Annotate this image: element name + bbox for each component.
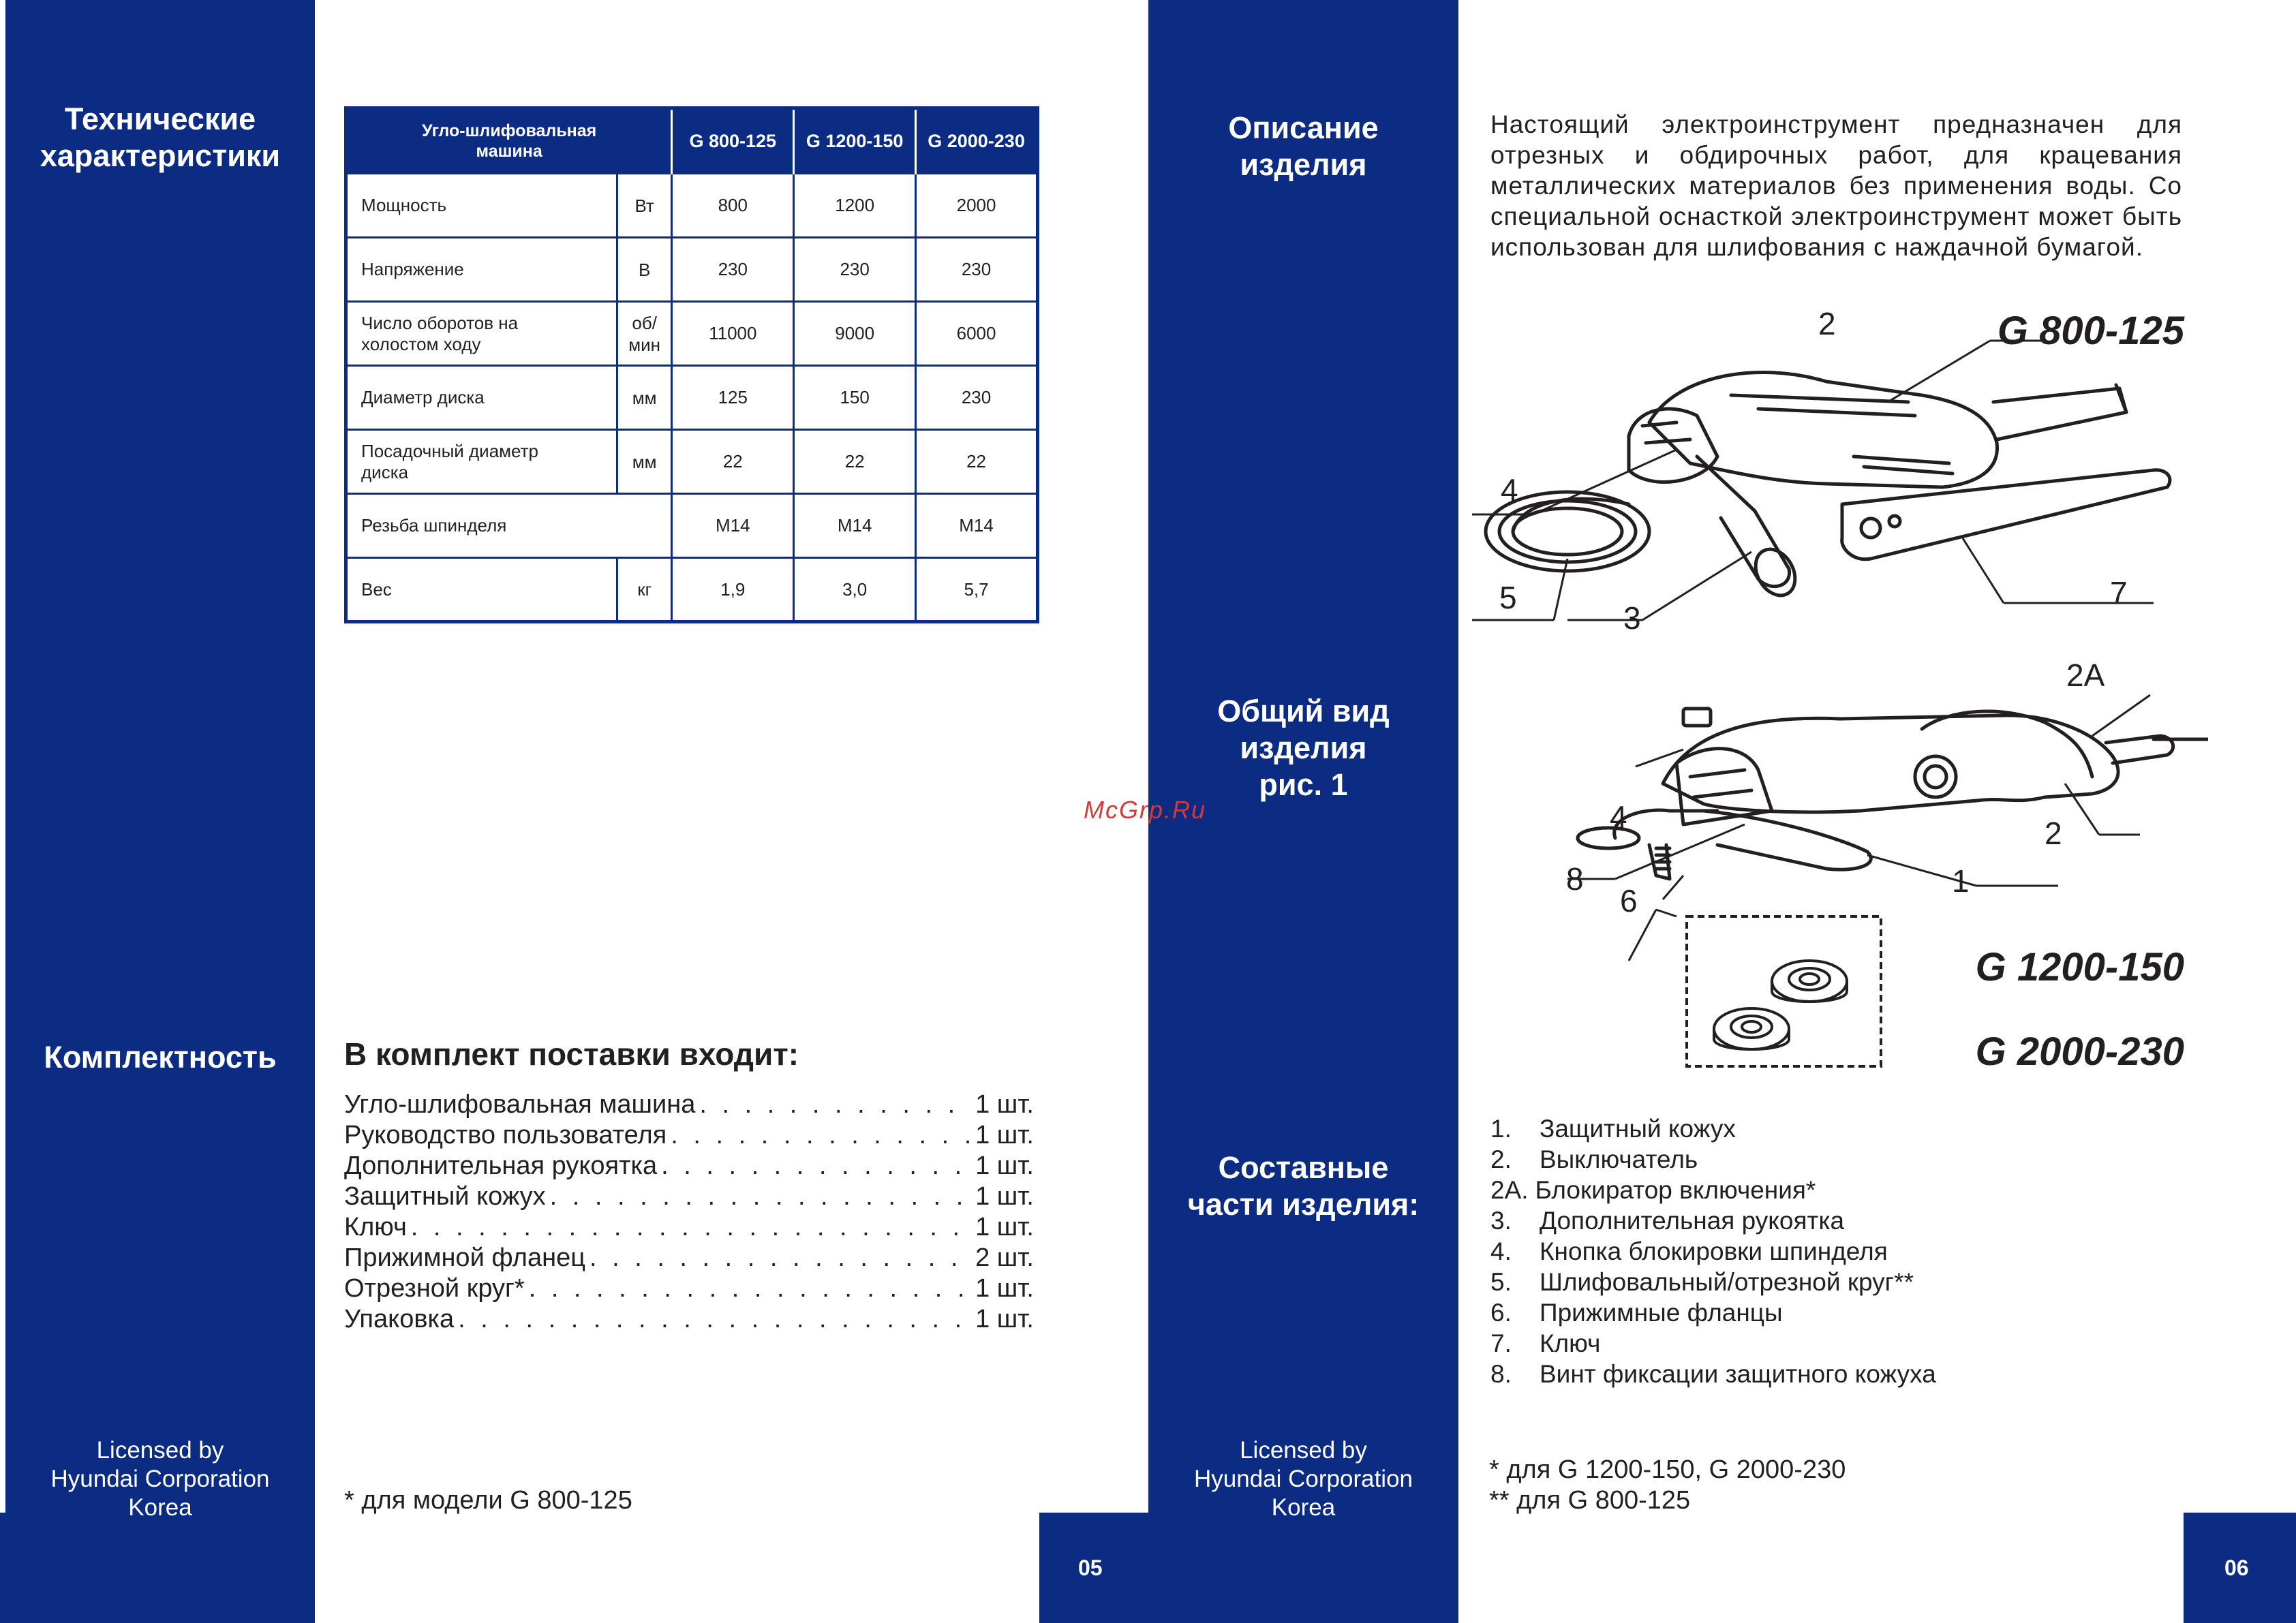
- kit-dot-leader: [529, 1274, 971, 1303]
- spec-value: 22: [916, 430, 1038, 494]
- kit-item-name: Защитный кожух: [344, 1182, 546, 1211]
- model-label-top: G 800-125: [1997, 309, 2184, 353]
- licensed-line3: Korea: [1271, 1494, 1336, 1521]
- spec-param-line1: Вес: [361, 578, 392, 600]
- kit-item-name: Ключ: [344, 1213, 407, 1241]
- parts-item-name: Прижимные фланцы: [1540, 1299, 1783, 1327]
- spec-param-line1: Резьба шпинделя: [361, 515, 507, 536]
- kit-item-name: Отрезной круг*: [344, 1274, 525, 1303]
- parts-title-line2: части изделия:: [1187, 1187, 1420, 1222]
- spec-header-model: G 1200-150: [794, 108, 916, 174]
- parts-item: [1490, 1176, 1936, 1207]
- parts-item: [1490, 1207, 1936, 1237]
- kit-item-qty: 1 шт.: [975, 1182, 1034, 1211]
- callout-2a: 2A: [2066, 658, 2105, 693]
- parts-item: [1490, 1115, 1936, 1145]
- spec-row: [346, 494, 1038, 558]
- left-sidebar-corner: [0, 0, 5, 1513]
- spec-param-line2: холостом ходу: [361, 333, 481, 354]
- model-label-mid: G 1200-150: [1975, 945, 2184, 989]
- spec-header-name-line2: машина: [476, 142, 542, 161]
- parts-item-num: 2A.: [1490, 1176, 1529, 1204]
- parts-item: [1490, 1237, 1936, 1268]
- kit-item-qty: 1 шт.: [975, 1274, 1034, 1303]
- spec-value: 11000: [672, 302, 794, 366]
- parts-item-name: Кнопка блокировки шпинделя: [1540, 1237, 1888, 1265]
- kit-item: [344, 1151, 1034, 1182]
- parts-item-name: Блокиратор включения*: [1535, 1176, 1816, 1204]
- spec-value: 2000: [916, 174, 1038, 238]
- callout-7-top: 7: [2110, 575, 2128, 610]
- parts-item: [1490, 1329, 1936, 1360]
- spec-unit-line1: об/: [632, 312, 657, 333]
- spec-row: [346, 430, 1038, 494]
- callout-2-bottom: 2: [2045, 816, 2062, 851]
- description-title-line2: изделия: [1240, 147, 1367, 182]
- parts-list: [1490, 1115, 1936, 1391]
- kit-item: [344, 1182, 1034, 1213]
- kit-item-qty: 2 шт.: [975, 1243, 1034, 1272]
- kit-list: [344, 1090, 1034, 1335]
- spec-header-model: G 800-125: [672, 108, 794, 174]
- spec-value: M14: [672, 494, 794, 558]
- parts-item-name: Шлифовальный/отрезной круг**: [1540, 1268, 1914, 1296]
- kit-item: [344, 1243, 1034, 1274]
- licensed-line2: Hyundai Corporation: [1193, 1466, 1413, 1492]
- kit-item: [344, 1274, 1034, 1305]
- spec-value: 230: [794, 238, 916, 302]
- spec-header-model: G 2000-230: [916, 108, 1038, 174]
- kit-footnote: * для модели G 800-125: [344, 1486, 632, 1515]
- kit-item-qty: 1 шт.: [975, 1121, 1034, 1149]
- parts-item-name: Выключатель: [1540, 1145, 1698, 1173]
- product-description: Настоящий электроинструмент предназначен для отрезных и обдирочных работ, для крацевания металлических материалов без применения воды. Со специальной оснасткой электроинструмент может быть использован для шлифования с наждачной бумагой.: [1490, 110, 2182, 261]
- parts-item: [1490, 1145, 1936, 1176]
- spec-param: [346, 430, 617, 494]
- spec-param: [346, 238, 617, 302]
- spec-value: 230: [916, 366, 1038, 430]
- callout-4-bottom: 4: [1610, 799, 1627, 835]
- parts-item: [1490, 1360, 1936, 1391]
- spec-param: [346, 366, 617, 430]
- grinder-small-drawing: [1472, 300, 2194, 640]
- parts-item-name: Ключ: [1540, 1329, 1601, 1357]
- spec-row: [346, 302, 1038, 366]
- callout-6: 6: [1620, 883, 1638, 918]
- parts-item-num: 3.: [1490, 1207, 1512, 1235]
- spec-unit: мм: [617, 366, 671, 430]
- kit-dot-leader: [699, 1090, 971, 1119]
- model-label-bottom: G 2000-230: [1975, 1030, 2184, 1074]
- licensed-line2: Hyundai Corporation: [50, 1466, 270, 1492]
- kit-item-qty: 1 шт.: [975, 1305, 1034, 1333]
- spec-unit: В: [617, 238, 671, 302]
- parts-item-name: Дополнительная рукоятка: [1540, 1207, 1845, 1235]
- spec-value: 9000: [794, 302, 916, 366]
- callout-1: 1: [1952, 863, 1970, 899]
- spec-unit: мм: [617, 430, 671, 494]
- spec-value: 125: [672, 366, 794, 430]
- callout-4-top: 4: [1501, 472, 1518, 508]
- parts-item-num: 2.: [1490, 1145, 1512, 1173]
- tech-title-line1: Технические: [64, 102, 256, 136]
- kit-title: Комплектность: [44, 1040, 277, 1075]
- spec-value: 6000: [916, 302, 1038, 366]
- spec-unit: кг: [617, 558, 671, 622]
- general-view-line1: Общий вид: [1217, 694, 1390, 728]
- right-page-corner: [2289, 0, 2296, 1513]
- kit-item: [344, 1213, 1034, 1243]
- parts-item: [1490, 1299, 1936, 1329]
- spec-param: [346, 494, 672, 558]
- spec-header-row: [346, 108, 1038, 174]
- kit-item-qty: 1 шт.: [975, 1151, 1034, 1180]
- spec-value: 3,0: [794, 558, 916, 622]
- spec-value: 230: [672, 238, 794, 302]
- parts-item-num: 8.: [1490, 1360, 1512, 1388]
- kit-item-qty: 1 шт.: [975, 1090, 1034, 1119]
- tech-title-line2: характеристики: [40, 138, 281, 173]
- spec-param-line1: Диаметр диска: [361, 387, 485, 407]
- spec-value: 150: [794, 366, 916, 430]
- spec-value: 800: [672, 174, 794, 238]
- parts-title-line1: Составные: [1218, 1150, 1389, 1185]
- spec-unit: [617, 302, 671, 366]
- parts-item-num: 1.: [1490, 1115, 1512, 1143]
- spec-row: [346, 366, 1038, 430]
- spec-table: [344, 106, 1039, 623]
- callout-5-top: 5: [1499, 580, 1517, 615]
- spec-row: [346, 558, 1038, 622]
- spec-unit: Вт: [617, 174, 671, 238]
- spec-row: [346, 238, 1038, 302]
- spec-row: [346, 174, 1038, 238]
- parts-item-num: 6.: [1490, 1299, 1512, 1327]
- spec-value: 5,7: [916, 558, 1038, 622]
- kit-item-name: Руководство пользователя: [344, 1121, 667, 1149]
- spec-value: 230: [916, 238, 1038, 302]
- spec-param: [346, 558, 617, 622]
- spec-value: 1200: [794, 174, 916, 238]
- parts-item-num: 5.: [1490, 1268, 1512, 1296]
- licensed-right: [1152, 1436, 1455, 1522]
- licensed-line1: Licensed by: [1240, 1437, 1367, 1464]
- general-view-line3: рис. 1: [1259, 767, 1348, 802]
- kit-dot-leader: [661, 1151, 971, 1181]
- spec-value: M14: [916, 494, 1038, 558]
- kit-dot-leader: [458, 1305, 971, 1334]
- parts-item-name: Защитный кожух: [1540, 1115, 1736, 1143]
- kit-item: [344, 1305, 1034, 1335]
- parts-item: [1490, 1268, 1936, 1299]
- kit-dot-leader: [590, 1243, 971, 1273]
- parts-footnote-1: * для G 1200-150, G 2000-230: [1489, 1455, 1846, 1484]
- spec-value: 1,9: [672, 558, 794, 622]
- spec-value: M14: [794, 494, 916, 558]
- spec-value: 22: [794, 430, 916, 494]
- kit-item-name: Прижимной фланец: [344, 1243, 585, 1272]
- licensed-line3: Korea: [128, 1494, 192, 1521]
- parts-item-name: Винт фиксации защитного кожуха: [1540, 1360, 1936, 1388]
- callout-8: 8: [1566, 861, 1584, 897]
- left-sidebar-band: [0, 0, 315, 1623]
- spec-param-line1: Мощность: [361, 195, 447, 215]
- page-number-left: 05: [1078, 1556, 1103, 1580]
- kit-item-qty: 1 шт.: [975, 1213, 1034, 1241]
- parts-title: [1152, 1149, 1455, 1223]
- spec-param: [346, 302, 617, 366]
- licensed-line1: Licensed by: [96, 1437, 224, 1464]
- parts-item-num: 7.: [1490, 1329, 1512, 1357]
- description-title: [1152, 110, 1455, 183]
- callout-3-top: 3: [1623, 600, 1641, 636]
- callout-2-top: 2: [1818, 306, 1836, 341]
- spec-unit-line2: мин: [628, 334, 661, 355]
- kit-dot-leader: [411, 1213, 971, 1242]
- spec-param-line1: Число оборотов на: [361, 312, 519, 333]
- kit-item: [344, 1090, 1034, 1121]
- kit-dot-leader: [671, 1121, 971, 1150]
- watermark: McGrp.Ru: [1084, 796, 1207, 824]
- kit-item-name: Угло-шлифовальная машина: [344, 1090, 696, 1119]
- parts-item-num: 4.: [1490, 1237, 1512, 1265]
- kit-item-name: Дополнительная рукоятка: [344, 1151, 658, 1180]
- spec-param: [346, 174, 617, 238]
- kit-item: [344, 1121, 1034, 1151]
- kit-dot-leader: [550, 1182, 971, 1211]
- parts-footnote-2: ** для G 800-125: [1489, 1486, 1691, 1515]
- licensed-left: [7, 1436, 313, 1522]
- grinder-large-drawing: [1567, 675, 2208, 1077]
- spec-header-name-line1: Угло-шлифовальная: [422, 121, 597, 140]
- spec-header-name: [346, 108, 672, 174]
- tech-specs-title: [7, 101, 313, 174]
- spec-value: 22: [672, 430, 794, 494]
- spec-param-line1: Посадочный диаметр: [361, 440, 538, 461]
- spec-param-line1: Напряжение: [361, 259, 464, 279]
- page-number-right: 06: [2224, 1556, 2249, 1580]
- description-title-line1: Описание: [1228, 110, 1379, 145]
- general-view-line2: изделия: [1240, 730, 1367, 765]
- kit-heading: В комплект поставки входит:: [344, 1036, 799, 1072]
- spec-param-line2: диска: [361, 461, 409, 482]
- kit-item-name: Упаковка: [344, 1305, 455, 1333]
- general-view-title: [1152, 693, 1455, 803]
